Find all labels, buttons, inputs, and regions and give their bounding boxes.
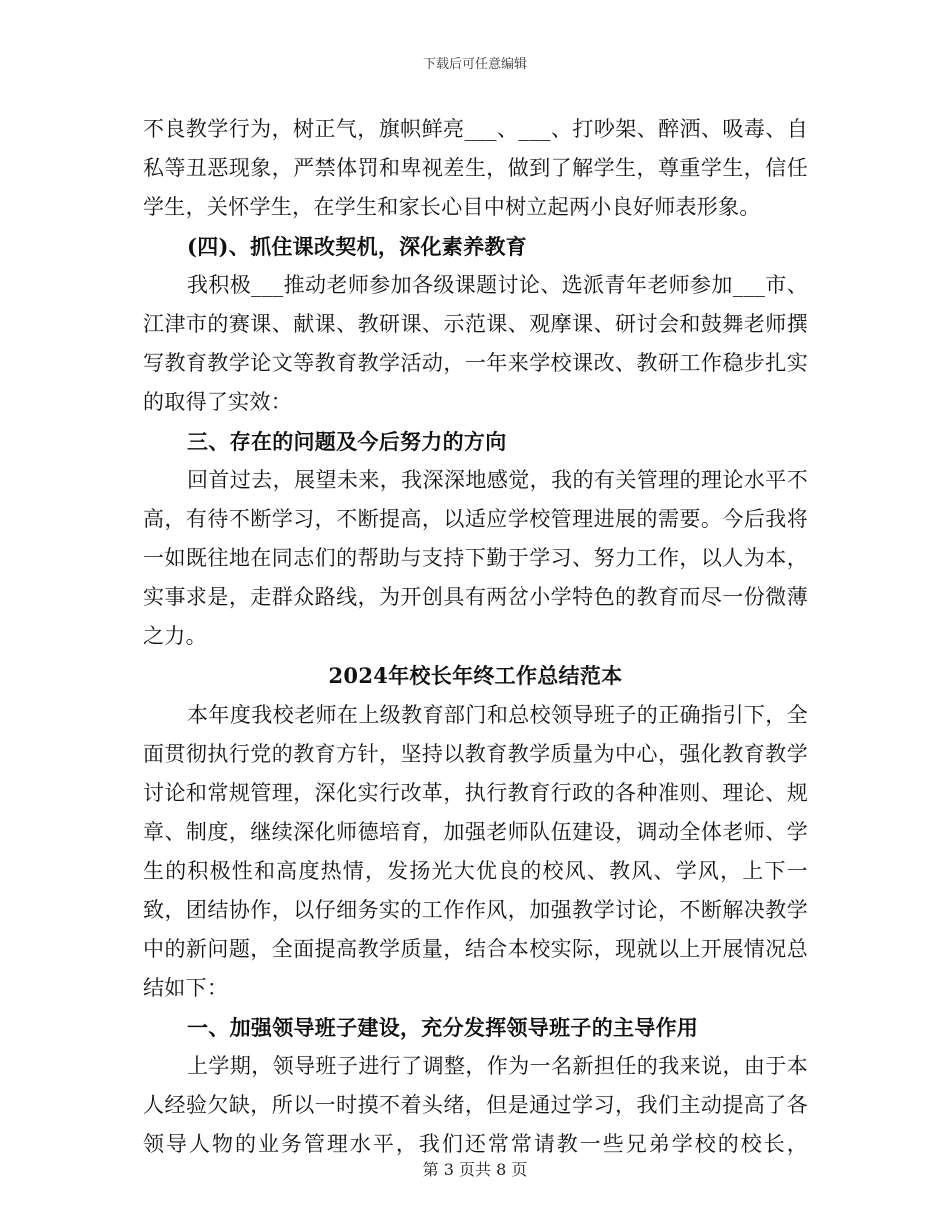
page-header: 下载后可任意编辑 <box>422 57 527 72</box>
document-body <box>143 110 808 1164</box>
section-heading-4: (四)、抓住课改契机，深化素养教育 <box>187 234 527 259</box>
page-footer: 第 3 页共 8 页 <box>422 1160 528 1179</box>
paragraph-4: 本年度我校老师在上级教育部门和总校领导班子的正确指引下，全面贯彻执行党的教育方针，坚持以教育教学质量为中心，强化教育教学讨论和常规管理，深化实行改革，执行教育行政的各种准则、理论、规章、制度，继续深化师德培育，加强老师队伍建设，调动全体老师、学生的积极性和高度热情，发扬光大优良的校风、教风、学风，上下一致，团结协作，以仔细务实的工作作风，加强教学讨论，不断解决教学中的新问题，全面提高教学质量，结合本校实际，现就以上开展情况总结如下： <box>143 703 808 1000</box>
paragraph-3: 回首过去，展望未来，我深深地感觉，我的有关管理的理论水平不高，有待不断学习，不断提高，以适应学校管理进展的需要。今后我将一如既往地在同志们的帮助与支持下勤于学习、努力工作，以人为本，实事求是，走群众路线，为开创具有两岔小学特色的教育而尽一份微薄之力。 <box>143 468 808 648</box>
document-title: 2024年校长年终工作总结范本 <box>328 663 623 688</box>
section-heading-3: 三、存在的问题及今后努力的方向 <box>187 429 507 454</box>
paragraph-1: 不良教学行为，树正气，旗帜鲜亮___、___、打吵架、醉洒、吸毒、自私等丑恶现象，严禁体罚和卑视差生，做到了解学生，尊重学生，信任学生，关怀学生，在学生和家长心目中树立起两小良好师表形象。 <box>143 117 808 219</box>
paragraph-2: 我积极___推动老师参加各级课题讨论、选派青年老师参加___市、江津市的赛课、献课、教研课、示范课、观摩课、研讨会和鼓舞老师撰写教育教学论文等教育教学活动，一年来学校课改、教研工作稳步扎实的取得了实效： <box>143 273 808 414</box>
paragraph-5: 上学期，领导班子进行了调整，作为一名新担任的我来说，由于本人经验欠缺，所以一时摸不着头绪，但是通过学习，我们主动提高了各领导人物的业务管理水平，我们还常常请教一些兄弟学校的校长， <box>143 1054 808 1156</box>
section-heading-1: 一、加强领导班子建设，充分发挥领导班子的主导作用 <box>187 1015 699 1040</box>
